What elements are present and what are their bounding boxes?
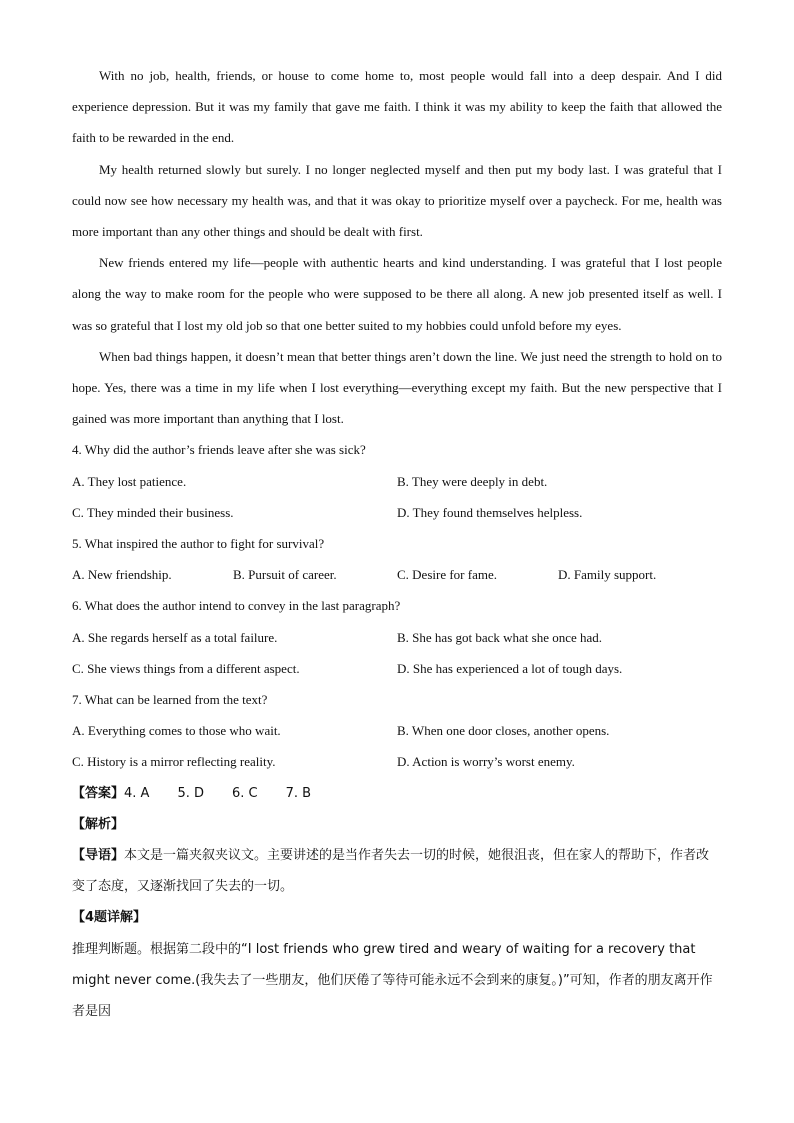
question-5-option-d: D. Family support. bbox=[558, 567, 657, 583]
question-7-stem: 7. What can be learned from the text? bbox=[72, 692, 268, 708]
answer-5: 5. D bbox=[177, 785, 204, 801]
question-7-option-c: C. History is a mirror reflecting reality. bbox=[72, 754, 276, 770]
question-4-option-d: D. They found themselves helpless. bbox=[397, 504, 583, 520]
passage-paragraph-2: My health returned slowly but surely. I no longer neglected myself and then put my body last. I was grateful that I could now see how necessary my health was, and that it was okay to prioritize myself over a paycheck. For me, health was more important than any other things and should be dealt with first. bbox=[72, 161, 722, 240]
document-page bbox=[72, 60, 722, 1027]
passage-paragraph-3: New friends entered my life—people with authentic hearts and kind understanding. I was grateful that I lost people along the way to make room for the people who were supposed to be there all along. A new job presented itself as well. I was so grateful that I lost my old job so that one better suited to my hobbies could unfold before my eyes. bbox=[72, 255, 722, 333]
passage-paragraph-1: With no job, health, friends, or house to come home to, most people would fall into a deep despair. And I did experience depression. But it was my family that gave me faith. I think it was my ability to keep the faith that allowed the faith to be rewarded in the end. bbox=[72, 68, 722, 146]
question-6-option-b: B. She has got back what she once had. bbox=[397, 629, 603, 645]
question-4-option-a: A. They lost patience. bbox=[72, 473, 187, 489]
question-6-options bbox=[72, 622, 722, 684]
question-5-options bbox=[72, 559, 722, 590]
question-5-option-c: C. Desire for fame. bbox=[397, 567, 497, 583]
answer-6: 6. C bbox=[232, 785, 258, 801]
question-7-options bbox=[72, 715, 722, 777]
question-6-option-c: C. She views things from a different aspect. bbox=[72, 660, 300, 676]
question-6-stem: 6. What does the author intend to convey in the last paragraph? bbox=[72, 598, 401, 614]
answer-label: 【答案】 bbox=[72, 785, 125, 801]
q4-detail-text: 推理判断题。根据第二段中的“I lost friends who grew tired and weary of waiting for a recovery that might never come.(我失去了一些朋友，他们厌倦了等待可能永远不会到来的康复。)”可知，作者的朋友离开作者是因 bbox=[72, 941, 713, 1020]
question-7-option-d: D. Action is worry’s worst enemy. bbox=[397, 754, 575, 770]
question-4-stem: 4. Why did the author’s friends leave after she was sick? bbox=[72, 442, 366, 458]
answer-line bbox=[72, 778, 722, 809]
q4-detail-label: 【4题详解】 bbox=[72, 910, 147, 926]
question-6-option-a: A. She regards herself as a total failure. bbox=[72, 629, 278, 645]
question-7-option-b: B. When one door closes, another opens. bbox=[397, 723, 610, 739]
answer-4: 4. A bbox=[124, 785, 150, 801]
question-4-option-c: C. They minded their business. bbox=[72, 504, 234, 520]
question-4-option-b: B. They were deeply in debt. bbox=[397, 473, 548, 489]
intro-text: 本文是一篇夹叙夹议文。主要讲述的是当作者失去一切的时候，她很沮丧，但在家人的帮助下，作者改变了态度，又逐渐找回了失去的一切。 bbox=[72, 848, 710, 895]
question-7-option-a: A. Everything comes to those who wait. bbox=[72, 723, 281, 739]
question-5-option-b: B. Pursuit of career. bbox=[233, 567, 337, 583]
answer-7: 7. B bbox=[285, 785, 312, 801]
question-5-stem: 5. What inspired the author to fight for survival? bbox=[72, 536, 325, 552]
analysis-label: 【解析】 bbox=[72, 816, 125, 832]
question-4-options bbox=[72, 466, 722, 528]
analysis-heading bbox=[72, 809, 722, 840]
question-6-option-d: D. She has experienced a lot of tough days. bbox=[397, 660, 623, 676]
intro-label: 【导语】 bbox=[72, 848, 125, 864]
intro-paragraph bbox=[72, 840, 722, 902]
q4-detail-heading bbox=[72, 902, 722, 933]
passage-paragraph-4: When bad things happen, it doesn’t mean that better things aren’t down the line. We just need the strength to hold on to hope. Yes, there was a time in my life when I lost everything—everything except my faith. But the new perspective that I gained was more important than anything that I lost. bbox=[72, 348, 722, 427]
question-5-option-a: A. New friendship. bbox=[72, 567, 172, 583]
